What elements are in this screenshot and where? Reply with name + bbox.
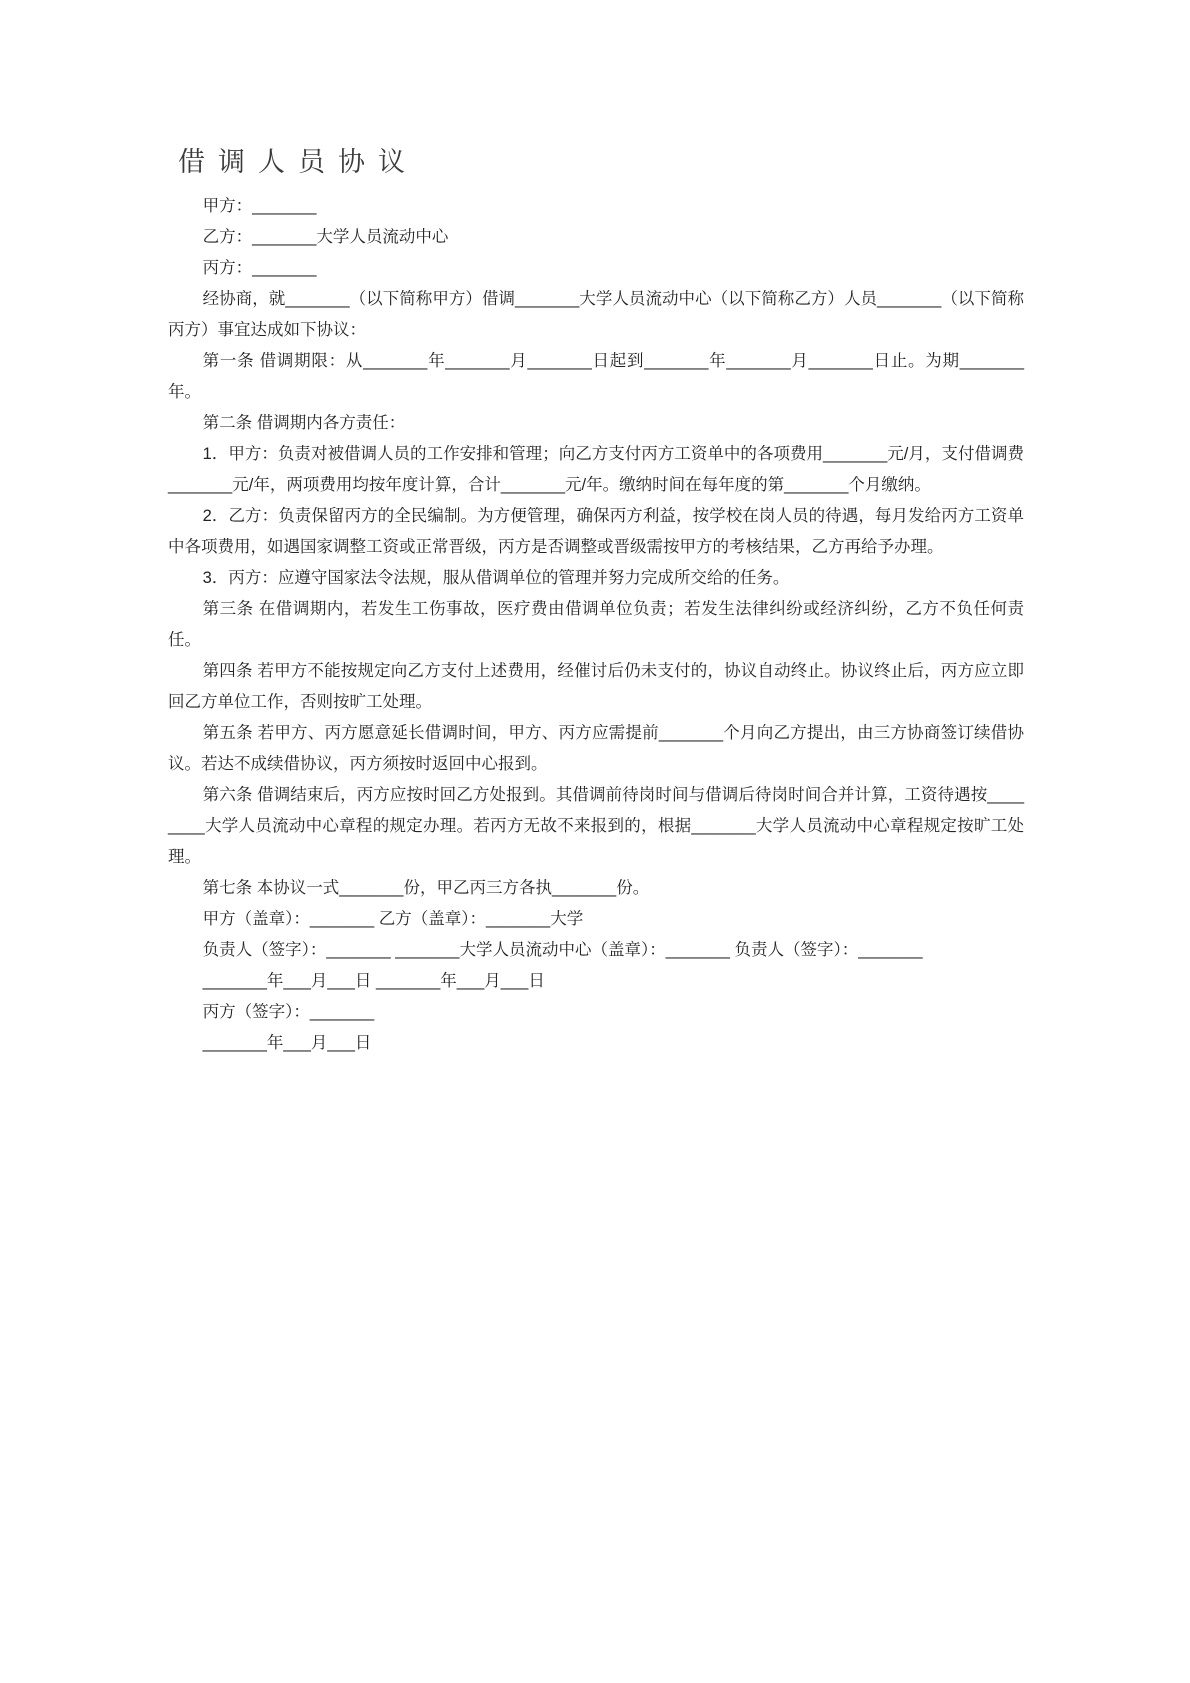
paragraph: 第四条 若甲方不能按规定向乙方支付上述费用，经催讨后仍未支付的，协议自动终止。协议终止后，丙方应立即回乙方单位工作，否则按旷工处理。 [168, 662, 1024, 711]
paragraph: 第六条 借调结束后，丙方应按时回乙方处报到。其借调前待岗时间与借调后待岗时间合并计算，工资待遇按________大学人员流动中心章程的规定办理。若丙方无故不来报到的，根据_______大学人员流动中心章程规定按旷工处理。 [168, 786, 1024, 866]
paragraph: 经协商，就_______（以下简称甲方）借调_______大学人员流动中心（以下简称乙方）人员_______（以下简称丙方）事宜达成如下协议： [168, 290, 1024, 339]
document-body [168, 191, 1024, 1059]
paragraph: 乙方：_______大学人员流动中心 [202, 228, 449, 246]
document-title: 借调人员协议 [178, 147, 418, 177]
paragraph: 2．乙方：负责保留丙方的全民编制。为方便管理，确保丙方利益，按学校在岗人员的待遇，每月发给丙方工资单中各项费用，如遇国家调整工资或正常晋级，丙方是否调整或晋级需按甲方的考核结果，乙方再给予办理。 [168, 507, 1024, 556]
paragraph: 3．丙方：应遵守国家法令法规，服从借调单位的管理并努力完成所交给的任务。 [202, 569, 790, 587]
paragraph: 负责人（签字）：_______ _______大学人员流动中心（盖章）：_______ 负责人（签字）：_______ [202, 941, 923, 959]
paragraph: 第七条 本协议一式_______份，甲乙丙三方各执_______份。 [202, 879, 650, 897]
paragraph: 甲方（盖章）：_______ 乙方（盖章）：_______大学 [202, 910, 584, 928]
paragraph: 第二条 借调期内各方责任： [202, 414, 406, 432]
paragraph: 1．甲方：负责对被借调人员的工作安排和管理；向乙方支付丙方工资单中的各项费用_______元/月，支付借调费_______元/年，两项费用均按年度计算，合计_______元/年。缴纳时间在每年度的第_______个月缴纳。 [168, 445, 1024, 494]
paragraph: 第五条 若甲方、丙方愿意延长借调时间，甲方、丙方应需提前_______个月向乙方提出，由三方协商签订续借协议。若达不成续借协议，丙方须按时返回中心报到。 [168, 724, 1024, 773]
paragraph: 甲方：_______ [202, 197, 317, 215]
paragraph: 第一条 借调期限：从_______年_______月_______日起到_______年_______月_______日止。为期_______年。 [168, 352, 1024, 401]
paragraph: 丙方（签字）：_______ [202, 1003, 375, 1021]
paragraph: 丙方：_______ [202, 259, 317, 277]
paragraph: _______年___月___日 _______年___月___日 [202, 972, 545, 990]
paragraph: _______年___月___日 [202, 1034, 372, 1052]
document-content [168, 146, 1024, 1059]
paragraph: 第三条 在借调期内，若发生工伤事故，医疗费由借调单位负责；若发生法律纠纷或经济纠纷，乙方不负任何责任。 [168, 600, 1024, 649]
